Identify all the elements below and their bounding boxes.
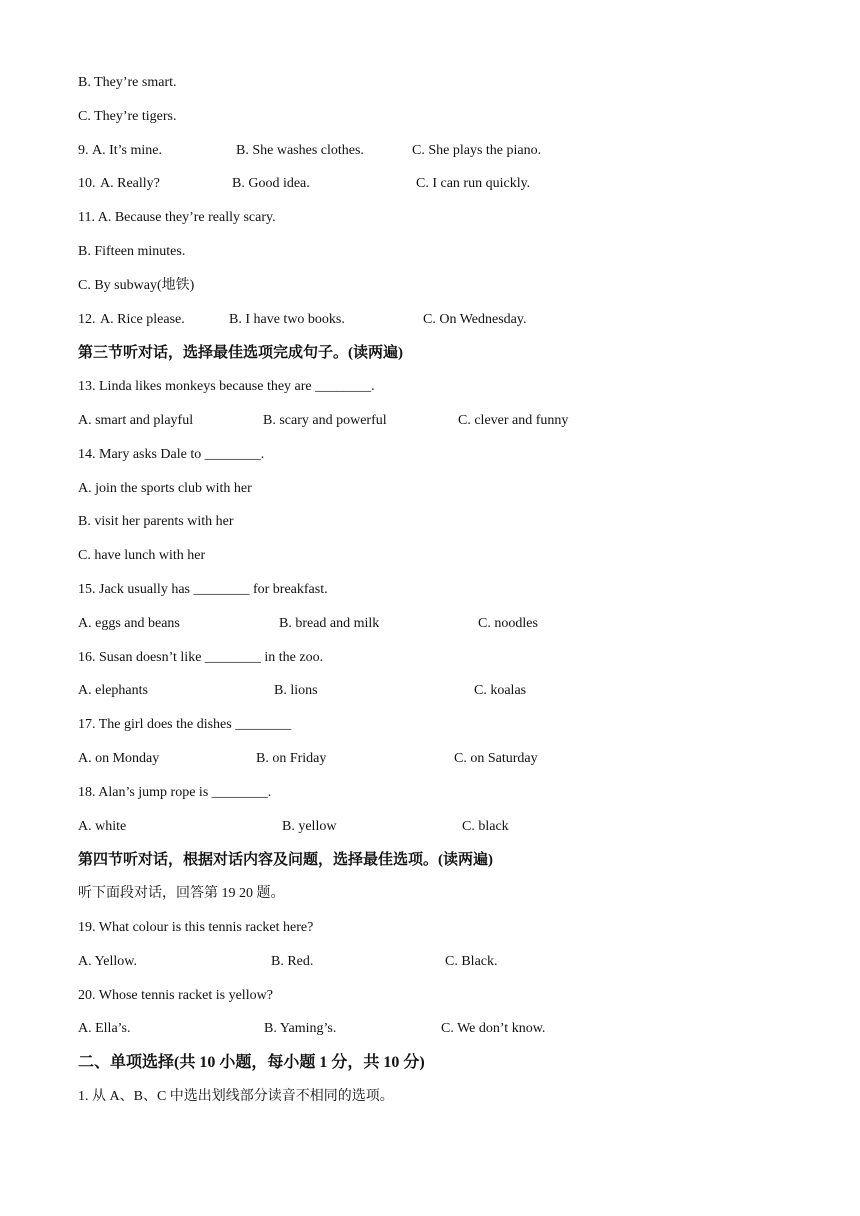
option-c: C. She plays the piano. xyxy=(412,143,542,158)
option-b: B. bread and milk xyxy=(279,616,380,631)
option-c: C. clever and funny xyxy=(458,413,569,428)
option-a: A. Rice please. xyxy=(100,312,185,327)
answer-option-line: A. join the sports club with her xyxy=(78,481,252,496)
question-17: 17. The girl does the dishes ________ xyxy=(78,717,292,732)
option-a: A. eggs and beans xyxy=(78,616,180,631)
question-16: 16. Susan doesn’t like ________ in the zoo. xyxy=(78,650,324,665)
option-a: A. Ella’s. xyxy=(78,1021,131,1036)
section-heading: 第四节听对话，根据对话内容及问题，选择最佳选项。(读两遍) xyxy=(78,852,493,868)
answer-option-line: B. They’re smart. xyxy=(78,75,177,90)
instruction-text: 1. 从 A、B、C 中选出划线部分读音不相同的选项。 xyxy=(78,1089,394,1104)
option-b: B. She washes clothes. xyxy=(236,143,364,158)
answer-option-line: B. visit her parents with her xyxy=(78,514,234,529)
part-heading: 二、单项选择(共 10 小题，每小题 1 分，共 10 分) xyxy=(78,1054,425,1071)
option-a: A. Really? xyxy=(100,176,160,191)
option-b: B. I have two books. xyxy=(229,312,345,327)
question-number: 9. xyxy=(78,143,89,158)
answer-option-line: C. By subway(地铁) xyxy=(78,278,195,293)
option-b: B. lions xyxy=(274,683,318,698)
option-b: B. on Friday xyxy=(256,751,327,766)
option-b: B. scary and powerful xyxy=(263,413,387,428)
option-c: C. We don’t know. xyxy=(441,1021,546,1036)
question-15: 15. Jack usually has ________ for breakfast. xyxy=(78,582,328,597)
option-a: A. Yellow. xyxy=(78,954,137,969)
question-11-option-a: 11. A. Because they’re really scary. xyxy=(78,210,276,225)
option-a: A. white xyxy=(78,819,127,834)
section-heading: 第三节听对话，选择最佳选项完成句子。(读两遍) xyxy=(78,345,403,361)
option-c: C. koalas xyxy=(474,683,527,698)
option-a: A. It’s mine. xyxy=(92,143,162,158)
option-c: C. black xyxy=(462,819,509,834)
question-19: 19. What colour is this tennis racket here? xyxy=(78,920,314,935)
option-b: B. Yaming’s. xyxy=(264,1021,337,1036)
option-c: C. On Wednesday. xyxy=(423,312,527,327)
option-a: A. on Monday xyxy=(78,751,160,766)
question-number: 12. xyxy=(78,312,96,327)
option-b: B. yellow xyxy=(282,819,337,834)
question-20: 20. Whose tennis racket is yellow? xyxy=(78,988,273,1003)
answer-option-line: C. have lunch with her xyxy=(78,548,206,563)
option-b: B. Good idea. xyxy=(232,176,310,191)
option-c: C. noodles xyxy=(478,616,538,631)
option-a: A. elephants xyxy=(78,683,148,698)
question-14: 14. Mary asks Dale to ________. xyxy=(78,447,265,462)
answer-option-line: B. Fifteen minutes. xyxy=(78,244,186,259)
question-number: 10. xyxy=(78,176,96,191)
option-c: C. on Saturday xyxy=(454,751,538,766)
option-c: C. Black. xyxy=(445,954,498,969)
option-a: A. smart and playful xyxy=(78,413,194,428)
option-c: C. I can run quickly. xyxy=(416,176,531,191)
instruction-text: 听下面段对话，回答第 19 20 题。 xyxy=(78,886,285,901)
option-b: B. Red. xyxy=(271,954,314,969)
question-13: 13. Linda likes monkeys because they are ________. xyxy=(78,379,375,394)
question-18: 18. Alan’s jump rope is ________. xyxy=(78,785,272,800)
answer-option-line: C. They’re tigers. xyxy=(78,109,177,124)
